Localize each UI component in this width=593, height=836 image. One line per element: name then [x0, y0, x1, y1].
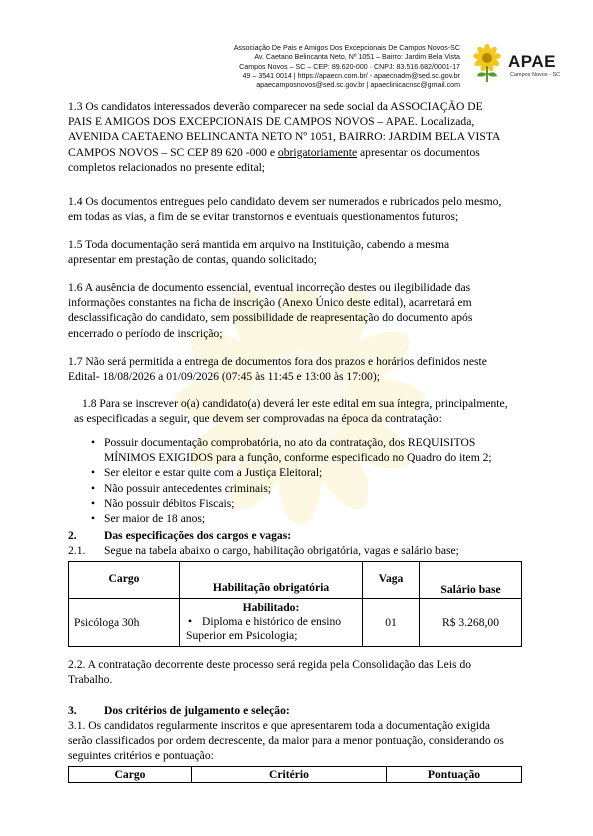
text-line: 1.4 Os documentos entregues pelo candidato devem ser numerados e rubricados pelo mesmo, [68, 195, 502, 208]
text-line: Edital- 18/08/2026 a 01/09/2026 (07:45 às 11:45 e 13:00 às 17:00); [68, 370, 380, 384]
brand-name: APAE [508, 52, 556, 71]
brand-subtitle: Campos Novos - SC [510, 72, 561, 78]
list-item: • Não possuir antecedentes criminais; [82, 481, 522, 496]
cell-vaga: 01 [363, 599, 420, 647]
text-line: AVENIDA CAETAENO BELINCANTA NETO Nº 1051, BAIRRO: JARDIM BELA VISTA [68, 130, 501, 144]
item-1-5 [68, 237, 528, 267]
table-row [69, 599, 522, 647]
text-line: Trabalho. [68, 673, 113, 687]
list-item-continuation: MÍNIMOS EXIGIDOS para a função, conforme especificado no Quadro do item 2; [104, 451, 492, 465]
col-header-pontuacao: Pontuação [387, 767, 522, 783]
section-3-title: Dos critérios de julgamento e seleção: [104, 704, 290, 717]
hab-item-text: Diploma e histórico de ensino [202, 615, 342, 628]
list-item: • Ser maior de 18 anos; [82, 511, 522, 526]
hab-item [184, 615, 358, 629]
cell-habilitacao [180, 599, 363, 647]
hab-title: Habilitado: [242, 601, 300, 614]
header-contact [150, 44, 460, 90]
text-line: apresentar em prestação de contas, quando solicitado; [68, 253, 317, 267]
item-2-1-text: Segue na tabela abaixo o cargo, habilitação obrigatória, vagas e salário base; [104, 544, 459, 557]
text-line: informações constantes na ficha de inscrição (Anexo Único deste edital), acarretará em [68, 296, 472, 310]
col-header-salario: Salário base [420, 562, 522, 599]
text-line: 1.5 Toda documentação será mantida em arquivo na Instituição, cabendo a mesma [68, 238, 450, 251]
text-run: CAMPOS NOVOS – SC CEP 89 620 -000 e [68, 145, 278, 159]
list-item: • Possuir documentação comprobatória, no ato da contratação, dos REQUISITOS [82, 435, 522, 450]
hab-item-cont: Superior em Psicologia; [186, 629, 298, 642]
text-line: em todas as vias, a fim de se evitar transtornos e eventuais questionamentos futuros; [68, 210, 459, 224]
item-1-6 [68, 280, 528, 341]
jobs-table [68, 561, 522, 647]
header-line: Associação De Pais e Amigos Dos Excepcionais De Campos Novos-SC [233, 44, 460, 52]
section-2-number: 2. [68, 529, 77, 542]
table-header-row [69, 562, 522, 599]
text-line: serão classificados por ordem decrescente, da maior para a menor pontuação, considerando os [68, 734, 504, 748]
item-1-3 [68, 99, 524, 175]
col-header-criterio: Critério [192, 767, 387, 783]
col-header-cargo: Cargo [69, 562, 180, 599]
table-header-row [69, 767, 522, 783]
cell-salario: R$ 3.268,00 [420, 599, 522, 647]
underlined-word: obrigatoriamente [277, 145, 358, 159]
header-line: Av. Caetano Belincanta Neto, Nº 1051 – Bairro: Jardim Bela Vista [254, 53, 460, 62]
text-line: as especificadas a seguir, que devem ser comprovadas na época da contratação: [74, 412, 442, 426]
text-line: desclassificação do candidato, sem possibilidade de reapresentação do documento após [68, 311, 473, 325]
list-item: • Ser eleitor e estar quite com a Justiça Eleitoral; [82, 465, 522, 480]
item-1-7 [68, 354, 528, 384]
col-header-habilitacao: Habilitação obrigatória [180, 562, 363, 599]
col-header-vaga: Vaga [363, 562, 420, 599]
text-line: 1.8 Para se inscrever o(a) candidato(a) deverá ler este edital em sua íntegra, principalmente, [82, 397, 508, 410]
section-2-title: Das especificações dos cargos e vagas: [104, 529, 292, 542]
text-line: completos relacionados no presente edital; [68, 160, 266, 174]
item-3-1 [68, 718, 524, 764]
bullet-glyph: • [188, 615, 193, 628]
text-run: apresentar os documentos [357, 145, 480, 159]
text-line: 1.6 A ausência de documento essencial, eventual incorreção destes ou ilegibilidade das [68, 281, 471, 294]
criteria-table [68, 766, 522, 783]
text-line: 1.7 Não será permitida a entrega de documentos fora dos prazos e horários definidos neste [68, 355, 487, 368]
header-line: apaecamposnovos@sed.sc.gov.br | apaeclinicacnsc@gmail.com [256, 81, 460, 90]
requirements-list [82, 435, 522, 526]
text-line [68, 145, 524, 160]
section-3-number: 3. [68, 704, 77, 717]
apae-logo-icon [469, 44, 505, 84]
item-2-2 [68, 657, 523, 687]
header-line: 49 – 3541 0014 | https://apaecn.com.br/ - apaecnadm@sed.sc.gov.br [242, 71, 460, 80]
item-1-8 [68, 396, 528, 426]
text-line: 1.3 Os candidatos interessados deverão comparecer na sede social da ASSOCIAÇÃO DE [68, 100, 483, 113]
text-line: seguintes critérios e pontuação: [68, 749, 214, 763]
item-2-1-number: 2.1. [68, 544, 86, 557]
list-item: • Não possuir débitos Fiscais; [82, 496, 522, 511]
col-header-cargo: Cargo [69, 767, 192, 783]
text-line: PAIS E AMIGOS DOS EXCEPCIONAIS DE CAMPOS NOVOS – APAE. Localizada, [68, 115, 475, 129]
item-1-4 [68, 194, 528, 224]
text-line: encerrado o período de inscrição; [68, 326, 223, 340]
cell-cargo: Psicóloga 30h [69, 599, 180, 647]
text-line: 2.2. A contratação decorrente deste processo será regida pela Consolidação das Leis do [68, 658, 472, 671]
header-line: Campos Novos – SC – CEP: 89.620-000 · CNPJ: 83.516.682/0001-17 [239, 62, 460, 71]
text-line: 3.1. Os candidatos regularmente inscritos e que apresentarem toda a documentação exigida [68, 719, 491, 732]
